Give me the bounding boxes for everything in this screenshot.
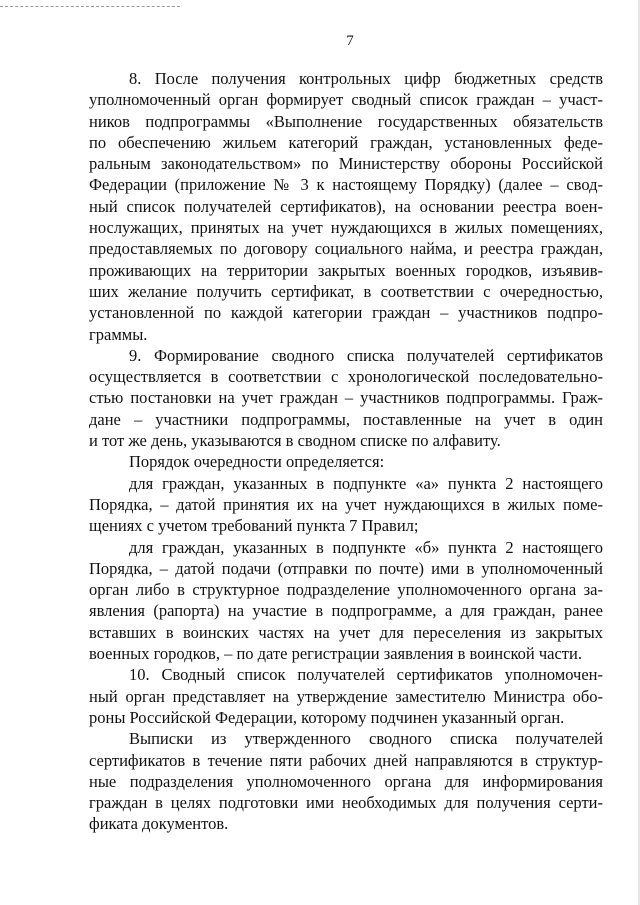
paragraph-order-a xyxy=(89,473,603,537)
text-line: 10. Сводный список получателей сертификатов уполномочен- xyxy=(129,665,603,685)
text-line: вставших в воинских частях на учет для переселения из закрытых xyxy=(89,622,603,642)
text-line: орган либо в структурное подразделение уполномоченного органа за- xyxy=(89,580,603,600)
text-line: ральным законодательством» по Министерству обороны Российской xyxy=(89,154,603,174)
paragraph-p9 xyxy=(89,345,603,451)
text-line: проживающих на территории закрытых военных городков, изъявив- xyxy=(89,260,603,280)
text-line: стью постановки на учет граждан – участников подпрограммы. Граж- xyxy=(89,388,603,408)
text-line: Порядка, – датой подачи (отправки по почте) ими в уполномоченный xyxy=(89,558,603,578)
text-line: граммы. xyxy=(89,324,148,344)
text-line: Выписки из утвержденного сводного списка получателей xyxy=(129,729,603,749)
paragraph-p8 xyxy=(89,68,603,345)
text-line: уполномоченный орган формирует сводный список граждан – участ- xyxy=(89,90,603,110)
text-line: установленной по каждой категории граждан – участников подпро- xyxy=(89,303,603,323)
text-line: ные подразделения уполномоченного органа для информирования xyxy=(89,771,603,791)
scan-artifact-line xyxy=(0,6,180,9)
text-line: ших желание получить сертификат, в соответствии с очередностью, xyxy=(89,281,603,301)
text-line: осуществляется в соответствии с хронологической последовательно- xyxy=(89,367,603,387)
text-line: Порядка, – датой принятия их на учет нуждающихся в жилых поме- xyxy=(89,494,603,514)
text-line: Порядок очередности определяется: xyxy=(129,452,385,472)
text-line: ников подпрограммы «Выполнение государственных обязательств xyxy=(89,111,603,131)
text-line: для граждан, указанных в подпункте «б» пункта 2 настоящего xyxy=(129,537,603,557)
text-line: ный список получателей сертификатов), на основании реестра воен- xyxy=(89,196,603,216)
paragraph-extracts xyxy=(89,728,603,834)
paragraph-order xyxy=(89,451,603,472)
text-line: предоставляемых по договору социального найма, и реестра граждан, xyxy=(89,239,603,259)
text-line: роны Российской Федерации, которому подчинен указанный орган. xyxy=(89,707,565,727)
text-line: явления (рапорта) на участие в подпрограмме, а для граждан, ранее xyxy=(89,601,603,621)
text-line: нослужащих, принятых на учет нуждающихся в жилых помещениях, xyxy=(89,218,603,238)
page-number: 7 xyxy=(346,33,354,49)
paragraph-p10 xyxy=(89,664,603,728)
text-line: щениях с учетом требований пункта 7 Правил; xyxy=(89,516,419,536)
text-line: по обеспечению жильем категорий граждан, установленных феде- xyxy=(89,132,603,152)
text-line: ный орган представляет на утверждение заместителю Министра обо- xyxy=(89,686,603,706)
text-line: фиката документов. xyxy=(89,814,229,834)
text-line: для граждан, указанных в подпункте «а» пункта 2 настоящего xyxy=(129,473,603,493)
text-line: сертификатов в течение пяти рабочих дней направляются в структур- xyxy=(89,750,603,770)
paragraph-order-b xyxy=(89,537,603,665)
text-line: военных городков, – по дате регистрации заявления в воинской части. xyxy=(89,644,582,664)
text-line: 9. Формирование сводного списка получателей сертификатов xyxy=(129,345,603,365)
text-line: Федерации (приложение № 3 к настоящему Порядку) (далее – свод- xyxy=(89,175,603,195)
text-line: 8. После получения контрольных цифр бюджетных средств xyxy=(129,69,603,88)
text-line: граждан в целях подготовки ими необходимых для получения серти- xyxy=(89,793,603,813)
text-line: и тот же день, указываются в сводном списке по алфавиту. xyxy=(89,431,501,451)
text-line: дане – участники подпрограммы, поставленные на учет в один xyxy=(89,409,603,429)
document-body xyxy=(89,68,603,835)
